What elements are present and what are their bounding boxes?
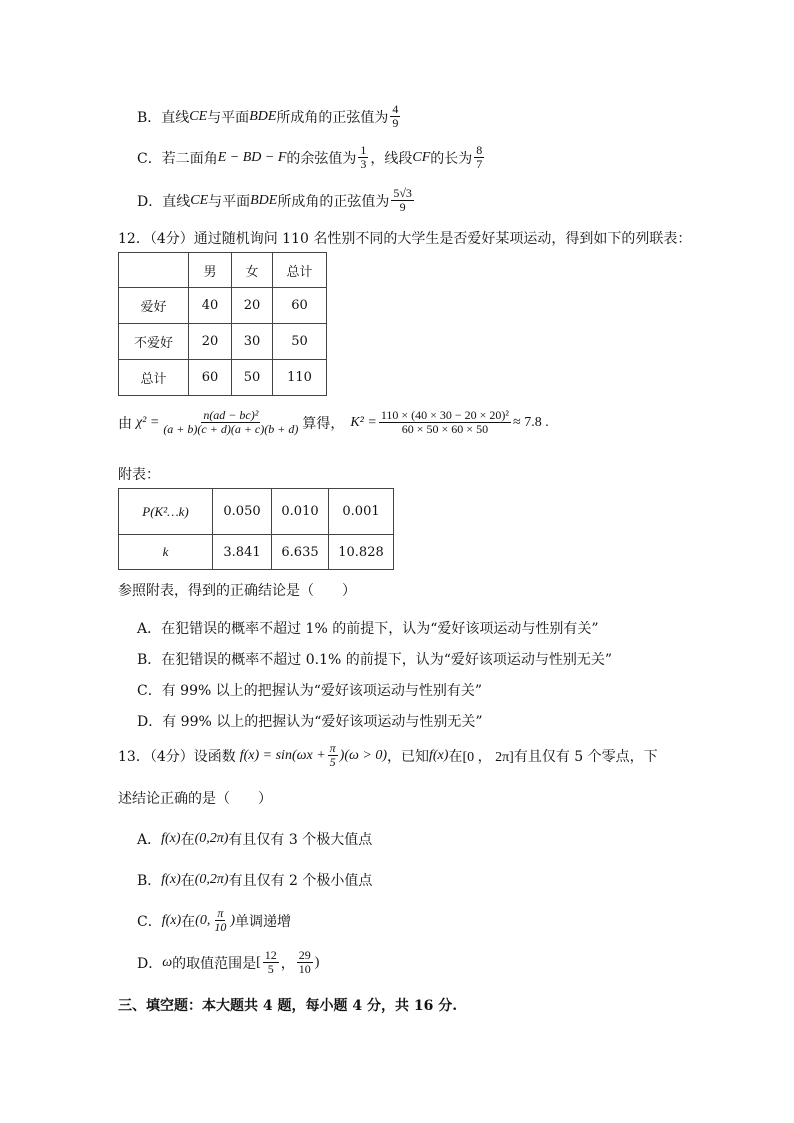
text: ，线段	[370, 150, 413, 167]
table-cell: 总计	[273, 253, 327, 288]
table-row	[119, 535, 394, 570]
math-expr: K² =	[350, 414, 377, 430]
table-cell: 40	[189, 288, 232, 324]
denominator: 5	[329, 755, 336, 769]
text: B．	[137, 873, 162, 889]
math-expr: E − BD − F	[217, 149, 287, 165]
text: 的取值范围是	[172, 955, 257, 972]
math-expr: )(ω > 0)	[339, 747, 387, 763]
appendix-table	[118, 488, 394, 570]
math-var: BDE	[249, 108, 277, 124]
numerator: 1	[360, 143, 367, 157]
q13-option-b	[137, 870, 372, 890]
chi-square-formula	[118, 409, 549, 436]
fraction	[328, 742, 338, 769]
denominator: 3	[360, 157, 367, 171]
table-row	[119, 253, 327, 288]
math-var: BDE	[250, 192, 278, 208]
math-var: CE	[189, 108, 208, 124]
math-expr: (0,2π)	[194, 831, 229, 846]
q12-option-d: D．有 99% 以上的把握认为“爱好该项运动与性别无关”	[137, 714, 483, 730]
table-cell	[119, 253, 189, 288]
table-cell: 50	[273, 324, 327, 360]
table-cell: 30	[232, 324, 273, 360]
denominator: 9	[392, 116, 399, 130]
numerator: π	[217, 906, 224, 920]
q12-stem: 12．（4分）通过随机询问 110 名性别不同的大学生是否爱好某项运动，得到如下的列联表：	[118, 231, 692, 247]
table-cell: 不爱好	[119, 324, 189, 360]
math-expr: f(x)	[161, 872, 181, 887]
text: D．直线	[137, 193, 191, 210]
text: 所成角的正弦值为	[277, 193, 390, 210]
denominator: 10	[214, 920, 227, 934]
q13-stem-line2: 述结论正确的是（ ）	[118, 791, 272, 807]
table-row	[119, 288, 327, 324]
table-cell: 爱好	[119, 288, 189, 324]
fraction	[379, 409, 511, 436]
table-cell: k	[119, 535, 213, 570]
text: 所成角的正弦值为	[276, 109, 389, 126]
denominator: 5	[267, 962, 274, 976]
math-expr: [0 ， 2π]	[462, 749, 514, 765]
table-cell: 60	[189, 360, 232, 396]
text: C．	[137, 913, 162, 930]
text: 与平面	[208, 193, 251, 210]
denominator: 9	[399, 200, 406, 214]
fraction	[263, 949, 279, 976]
text: D．	[137, 955, 163, 972]
text: 有且仅有 3 个极大值点	[228, 832, 373, 848]
denominator: 60 × 50 × 60 × 50	[401, 422, 489, 436]
text: 在	[180, 832, 195, 848]
text: 由	[118, 415, 132, 432]
fraction	[358, 144, 368, 171]
q13-option-d	[137, 949, 319, 976]
table-cell: 110	[273, 360, 327, 396]
table-cell: 女	[232, 253, 273, 288]
text: 算得，	[302, 415, 345, 432]
q11-option-b	[137, 103, 402, 130]
math-expr: f(x) = sin(ωx +	[239, 747, 326, 763]
fraction	[390, 103, 400, 130]
table-cell: 3.841	[213, 535, 272, 570]
math-expr: f(x)	[161, 912, 182, 928]
contingency-table	[118, 252, 327, 396]
denominator: (a + b)(c + d)(a + c)(b + d)	[163, 422, 299, 436]
math-expr: ≈ 7.8 .	[513, 414, 549, 430]
numerator: 8	[476, 143, 483, 157]
table-cell: 10.828	[329, 535, 394, 570]
text: 在	[180, 873, 195, 889]
q13-option-c	[137, 907, 291, 934]
fraction	[161, 409, 300, 436]
fraction	[474, 144, 484, 171]
table-cell: P(K²…k)	[119, 489, 213, 535]
table-cell: 20	[189, 324, 232, 360]
math-expr: (0,	[195, 912, 211, 928]
text: ，	[280, 955, 295, 972]
table-row	[119, 324, 327, 360]
numerator: π	[329, 741, 336, 755]
table-row	[119, 489, 394, 535]
table-cell: 总计	[119, 360, 189, 396]
q11-option-d	[137, 187, 416, 214]
fraction	[391, 187, 414, 214]
q13-option-a	[137, 829, 372, 849]
text: B．直线	[137, 109, 190, 126]
text: 的余弦值为	[286, 150, 357, 167]
denominator: 10	[298, 962, 311, 976]
text: 的长为	[430, 150, 473, 167]
bracket: )	[314, 954, 320, 970]
math-expr: )	[230, 912, 235, 928]
text: 与平面	[207, 109, 250, 126]
text: 有且仅有 5 个零点，下	[513, 748, 658, 765]
q12-option-c: C．有 99% 以上的把握认为“爱好该项运动与性别有关”	[137, 683, 483, 699]
table-cell: 0.010	[272, 489, 329, 535]
numerator: n(ad − bc)²	[203, 408, 259, 422]
table-cell: 男	[189, 253, 232, 288]
text: A．	[137, 832, 162, 848]
table-row	[119, 360, 327, 396]
math-expr: χ² =	[136, 414, 160, 430]
denominator: 7	[476, 157, 483, 171]
text: C．若二面角	[137, 150, 218, 167]
numerator: 5√3	[393, 186, 412, 200]
text: 单调递增	[235, 913, 291, 930]
table-cell: 20	[232, 288, 273, 324]
appendix-label: 附表：	[118, 467, 160, 483]
text: 在	[181, 913, 196, 930]
table-cell: 50	[232, 360, 273, 396]
math-expr: (0,2π)	[194, 872, 229, 887]
section-heading: 三、填空题：本大题共 4 题，每小题 4 分，共 16 分.	[118, 998, 458, 1014]
table-cell: 0.050	[213, 489, 272, 535]
text: 在	[448, 748, 463, 765]
math-var: CF	[412, 149, 431, 165]
table-cell: 60	[273, 288, 327, 324]
text: ，已知	[387, 748, 429, 765]
numerator: 29	[298, 948, 311, 962]
math-expr: f(x)	[429, 747, 449, 763]
fraction	[212, 907, 228, 934]
table-cell: 6.635	[272, 535, 329, 570]
text: 有且仅有 2 个极小值点	[228, 873, 373, 889]
q13-stem	[118, 742, 658, 769]
text: 13．（4分）设函数	[118, 748, 236, 765]
q12-option-a: A．在犯错误的概率不超过 1% 的前提下，认为“爱好该项运动与性别有关”	[137, 621, 599, 637]
math-var: ω	[162, 954, 173, 970]
fraction	[297, 949, 313, 976]
numerator: 12	[264, 948, 277, 962]
bracket: [	[256, 954, 261, 970]
numerator: 4	[392, 102, 399, 116]
math-var: CE	[190, 192, 209, 208]
q12-option-b: B．在犯错误的概率不超过 0.1% 的前提下，认为“爱好该项运动与性别无关”	[137, 652, 613, 668]
table-cell: 0.001	[329, 489, 394, 535]
q11-option-c	[137, 144, 486, 171]
numerator: 110 × (40 × 30 − 20 × 20)²	[380, 408, 510, 422]
q12-prompt: 参照附表，得到的正确结论是（ ）	[118, 583, 356, 599]
math-expr: f(x)	[161, 831, 181, 846]
